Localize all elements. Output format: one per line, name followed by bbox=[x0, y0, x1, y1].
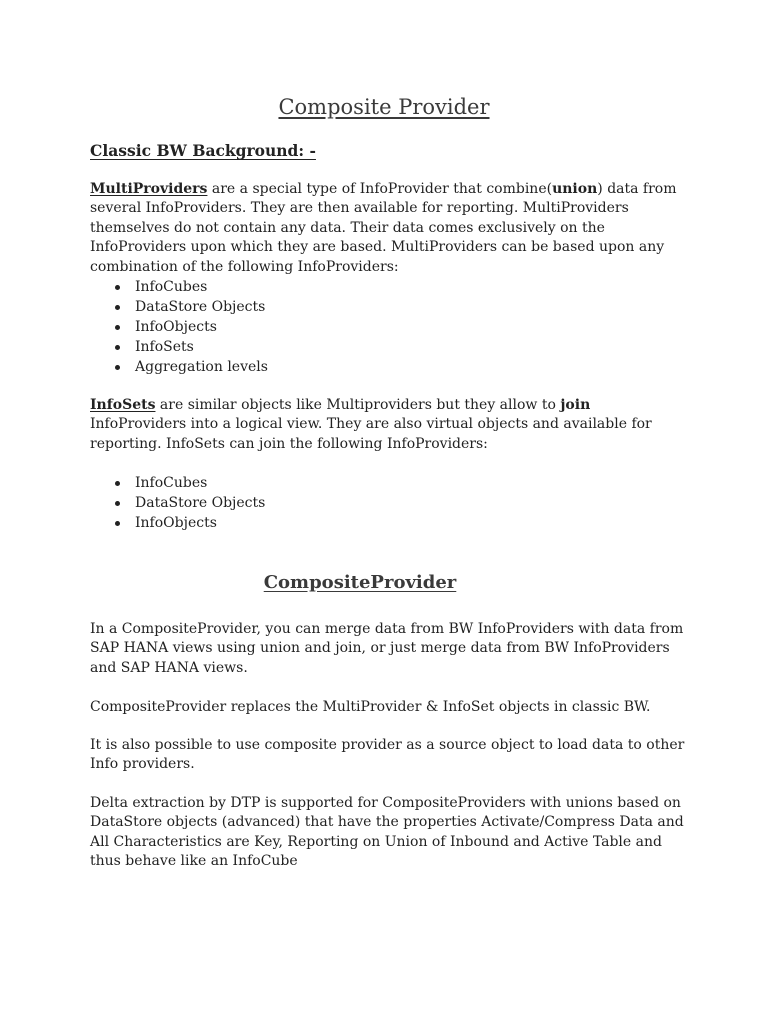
list-item: InfoObjects bbox=[90, 317, 268, 337]
infosets-term: InfoSets bbox=[90, 397, 156, 413]
multiproviders-union-word: union bbox=[552, 181, 598, 197]
list-item: Aggregation levels bbox=[90, 357, 268, 377]
list-item: InfoCubes bbox=[90, 473, 265, 493]
infosets-paragraph bbox=[90, 396, 690, 454]
composite-provider-heading: CompositeProvider bbox=[263, 572, 457, 593]
composite-paragraph-delta-extraction: Delta extraction by DTP is supported for CompositeProviders with unions based on DataStore objects (advanced) that have the properties Activate/Compress Data and All Characteristics are Key, Reporting on Union of Inbound and Active Table and thus behave like an InfoCube bbox=[90, 795, 684, 870]
infosets-text-2: InfoProviders into a logical view. They are also virtual objects and available for reporting. InfoSets can join the following InfoProviders: bbox=[90, 416, 652, 452]
composite-paragraph-merge: In a CompositeProvider, you can merge data from BW InfoProviders with data from SAP HANA views using union and join, or just merge data from BW InfoProviders and SAP HANA views. bbox=[90, 621, 684, 676]
infosets-text-1: are similar objects like Multiproviders but they allow to bbox=[155, 397, 561, 413]
list-item: DataStore Objects bbox=[90, 493, 265, 513]
multiproviders-text-1: are a special type of InfoProvider that combine( bbox=[207, 181, 553, 197]
list-item: InfoSets bbox=[90, 337, 268, 357]
list-item: InfoObjects bbox=[90, 513, 265, 533]
multiproviders-text-2: ) data from several InfoProviders. They are then available for reporting. MultiProviders themselves do not contain any data. Their data comes exclusively on the InfoProviders upon which they are based. MultiProviders can be based upon any combination of the following InfoProviders: bbox=[90, 181, 677, 275]
list-item: InfoCubes bbox=[90, 277, 268, 297]
composite-paragraph-replaces: CompositeProvider replaces the MultiProvider & InfoSet objects in classic BW. bbox=[90, 699, 651, 715]
list-item: DataStore Objects bbox=[90, 297, 268, 317]
multiproviders-list bbox=[90, 277, 268, 377]
multiproviders-term: MultiProviders bbox=[90, 181, 208, 197]
document-title: Composite Provider bbox=[278, 95, 490, 119]
infosets-list bbox=[90, 473, 265, 533]
multiproviders-paragraph bbox=[90, 180, 690, 277]
infosets-join-word: join bbox=[560, 397, 591, 413]
section-heading-classic-bw: Classic BW Background: - bbox=[90, 141, 316, 160]
composite-paragraph-source-object: It is also possible to use composite provider as a source object to load data to other Info providers. bbox=[90, 737, 685, 773]
